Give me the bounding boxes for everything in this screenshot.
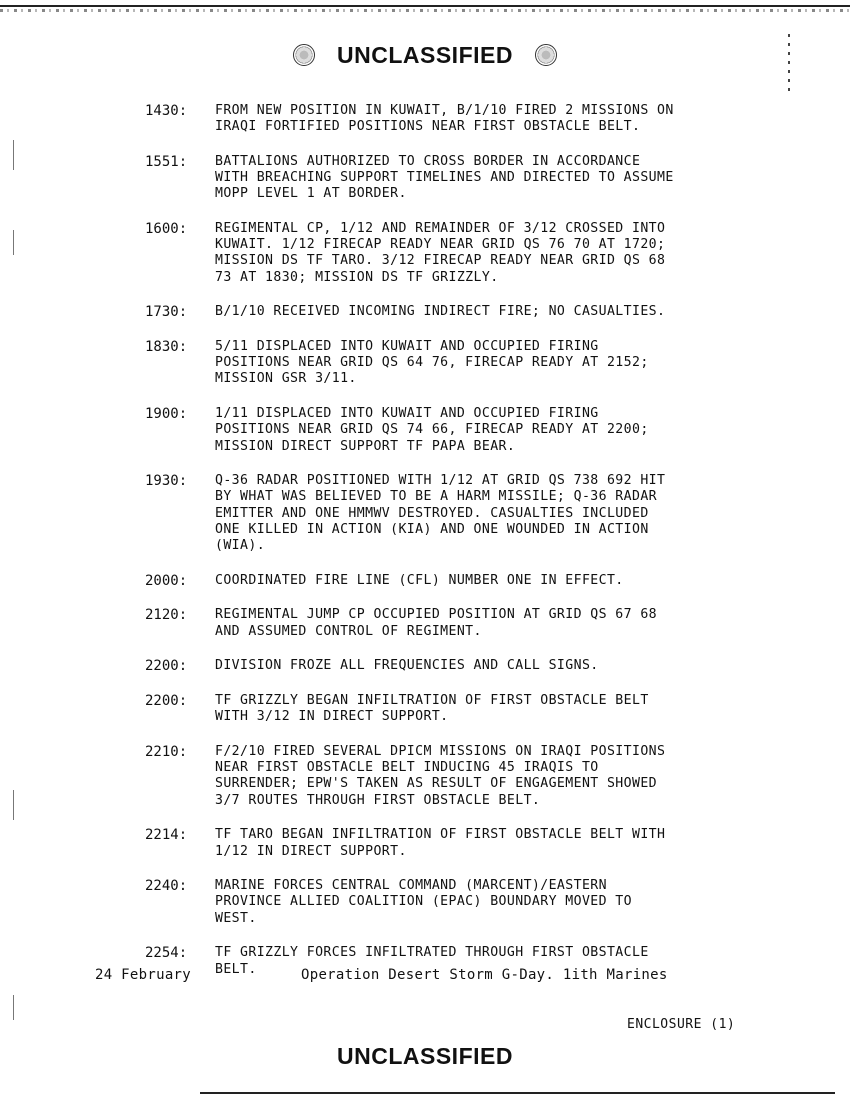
margin-mark (13, 790, 14, 820)
entry-text: TF TARO BEGAN INFILTRATION OF FIRST OBSTACLE BELT WITH 1/12 IN DIRECT SUPPORT. (215, 827, 666, 859)
entry-text: REGIMENTAL JUMP CP OCCUPIED POSITION AT GRID QS 67 68 AND ASSUMED CONTROL OF REGIMENT. (215, 607, 657, 639)
log-entry (145, 103, 765, 135)
seal-icon (535, 44, 557, 66)
entry-text: Q-36 RADAR POSITIONED WITH 1/12 AT GRID QS 738 692 HIT BY WHAT WAS BELIEVED TO BE A HARM MISSILE; Q-36 RADAR EMITTER AND ONE HMMWV DESTROYED. CASUALTIES INCLUDED ONE KILLED IN ACTION (KIA) AND ONE WOUNDED IN ACTION (WIA). (215, 473, 666, 554)
entry-text: TF GRIZZLY BEGAN INFILTRATION OF FIRST OBSTACLE BELT WITH 3/12 IN DIRECT SUPPORT. (215, 693, 649, 725)
log-entry (145, 573, 765, 589)
entry-time: 1730: (145, 304, 188, 321)
entry-time: 2210: (145, 743, 188, 760)
log-entry (145, 878, 765, 927)
bottom-rule (200, 1092, 835, 1094)
entry-text: MARINE FORCES CENTRAL COMMAND (MARCENT)/EASTERN PROVINCE ALLIED COALITION (EPAC) BOUNDARY MOVED TO WEST. (215, 878, 632, 926)
footer-operation: Operation Desert Storm G-Day. 1ith Marines (301, 967, 668, 983)
enclosure-label: ENCLOSURE (1) (627, 1017, 736, 1032)
log-entry (145, 473, 765, 554)
entry-time: 1600: (145, 221, 188, 238)
classification-label: UNCLASSIFIED (337, 42, 513, 68)
entry-time: 1930: (145, 473, 188, 490)
log-entry (145, 304, 765, 320)
entry-time: 2214: (145, 827, 188, 844)
scan-noise (0, 9, 850, 12)
entry-text: B/1/10 RECEIVED INCOMING INDIRECT FIRE; NO CASUALTIES. (215, 304, 666, 320)
top-rule (0, 5, 850, 7)
entry-time: 2240: (145, 878, 188, 895)
log-entry (145, 154, 765, 203)
margin-mark (13, 230, 14, 255)
entry-time: 2000: (145, 572, 188, 589)
log-entry (145, 607, 765, 639)
entry-time: 2254: (145, 945, 188, 962)
log-entry (145, 744, 765, 809)
entry-text: F/2/10 FIRED SEVERAL DPICM MISSIONS ON IRAQI POSITIONS NEAR FIRST OBSTACLE BELT INDUCING 45 IRAQIS TO SURRENDER; EPW'S TAKEN AS RESULT OF ENGAGEMENT SHOWED 3/7 ROUTES THROUGH FIRST OBSTACLE BELT. (215, 743, 666, 808)
entry-time: 2200: (145, 658, 188, 675)
entry-text: REGIMENTAL CP, 1/12 AND REMAINDER OF 3/12 CROSSED INTO KUWAIT. 1/12 FIRECAP READY NEAR GRID QS 76 70 AT 1720; MISSION DS TF TARO. 3/12 FIRECAP READY NEAR GRID QS 68 73 AT 1830; MISSION DS TF GRIZZLY. (215, 221, 666, 285)
entry-time: 1830: (145, 339, 188, 356)
entry-text: COORDINATED FIRE LINE (CFL) NUMBER ONE IN EFFECT. (215, 572, 624, 588)
entry-text: DIVISION FROZE ALL FREQUENCIES AND CALL SIGNS. (215, 658, 599, 674)
margin-mark (13, 995, 14, 1020)
margin-mark (13, 140, 14, 170)
log-entry (145, 339, 765, 388)
entry-time: 2120: (145, 607, 188, 624)
entry-time: 1551: (145, 153, 188, 170)
footer-date: 24 February (95, 967, 192, 983)
scan-artifact-top (0, 0, 850, 14)
entry-text: 1/11 DISPLACED INTO KUWAIT AND OCCUPIED FIRING POSITIONS NEAR GRID QS 74 66, FIRECAP READY AT 2200; MISSION DIRECT SUPPORT TF PAPA BEAR. (215, 406, 649, 454)
log-entry (145, 221, 765, 286)
log-entry (145, 658, 765, 674)
classification-footer: UNCLASSIFIED (337, 1043, 513, 1069)
seal-icon (293, 44, 315, 66)
entry-text: 5/11 DISPLACED INTO KUWAIT AND OCCUPIED FIRING POSITIONS NEAR GRID QS 64 76, FIRECAP READY AT 2152; MISSION GSR 3/11. (215, 339, 649, 387)
entry-text: FROM NEW POSITION IN KUWAIT, B/1/10 FIRED 2 MISSIONS ON IRAQI FORTIFIED POSITIONS NEAR FIRST OBSTACLE BELT. (215, 103, 674, 135)
log-entry (145, 827, 765, 859)
log-entry (145, 406, 765, 455)
entry-text: TF GRIZZLY FORCES INFILTRATED THROUGH FIRST OBSTACLE BELT. (215, 945, 649, 977)
entry-text: BATTALIONS AUTHORIZED TO CROSS BORDER IN ACCORDANCE WITH BREACHING SUPPORT TIMELINES AND DIRECTED TO ASSUME MOPP LEVEL 1 AT BORDER. (215, 153, 674, 202)
log-entries (145, 103, 765, 996)
log-entry (145, 693, 765, 725)
entry-time: 1900: (145, 406, 188, 423)
classification-header (0, 42, 850, 69)
entry-time: 1430: (145, 103, 188, 119)
entry-time: 2200: (145, 693, 188, 710)
